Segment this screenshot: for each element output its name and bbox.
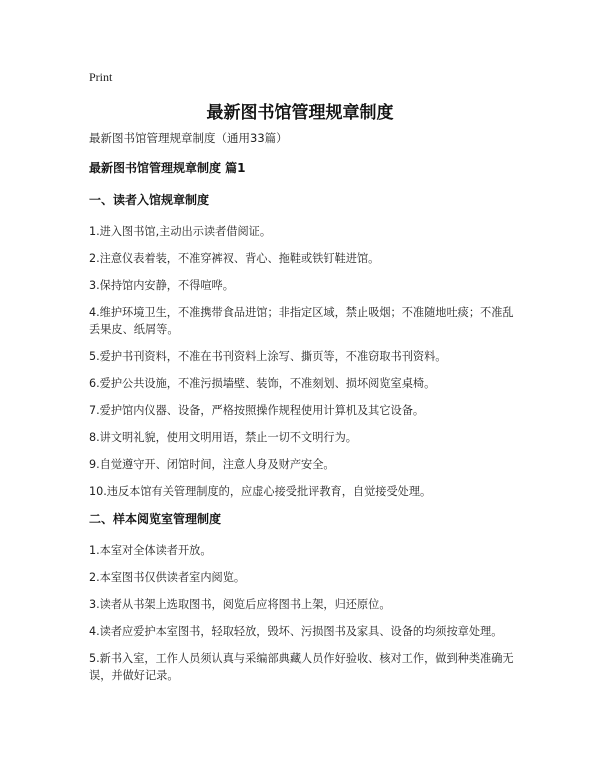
list-item: 5.新书入室，工作人员须认真与采编部典藏人员作好验收、核对工作，做到种类准确无误，并做好记录。 bbox=[89, 652, 514, 682]
list-item: 9.自觉遵守开、闭馆时间，注意人身及财产安全。 bbox=[89, 458, 335, 471]
list-item: 3.读者从书架上选取图书，阅览后应将图书上架，归还原位。 bbox=[89, 598, 391, 611]
list-item: 10.违反本馆有关管理制度的，应虚心接受批评教育，自觉接受处理。 bbox=[89, 485, 432, 498]
list-item: 5.爱护书刊资料，不准在书刊资料上涂写、撕页等，不准窃取书刊资料。 bbox=[89, 350, 447, 363]
section-heading-1: 一、读者入馆规章制度 bbox=[89, 193, 210, 207]
list-item: 1.进入图书馆,主动出示读者借阅证。 bbox=[89, 225, 272, 238]
list-item: 1.本室对全体读者开放。 bbox=[89, 544, 212, 557]
document-subtitle: 最新图书馆管理规章制度（通用33篇） bbox=[89, 131, 288, 145]
list-item: 4.维护环境卫生，不准携带食品进馆；非指定区域，禁止吸烟；不准随地吐痰；不准乱丢果皮、纸屑等。 bbox=[89, 306, 514, 336]
list-item: 6.爱护公共设施，不准污损墙壁、装饰，不准刻划、损坏阅览室桌椅。 bbox=[89, 377, 436, 390]
chapter-title: 最新图书馆管理规章制度 篇1 bbox=[89, 161, 246, 175]
print-label[interactable]: Print bbox=[89, 70, 113, 84]
document-body bbox=[89, 159, 519, 694]
list-item: 8.讲文明礼貌，使用文明用语，禁止一切不文明行为。 bbox=[89, 431, 357, 444]
page-title: 最新图书馆管理规章制度 bbox=[206, 103, 394, 123]
list-item: 2.注意仪表着装，不准穿裤衩、背心、拖鞋或铁钉鞋进馆。 bbox=[89, 252, 380, 265]
list-item: 4.读者应爱护本室图书，轻取轻放，毁坏、污损图书及家具、设备的均须按章处理。 bbox=[89, 625, 503, 638]
list-item: 7.爱护馆内仪器、设备，严格按照操作规程使用计算机及其它设备。 bbox=[89, 404, 425, 417]
list-item: 2.本室图书仅供读者室内阅览。 bbox=[89, 571, 246, 584]
list-item: 3.保持馆内安静，不得喧哗。 bbox=[89, 279, 234, 292]
section-heading-2: 二、样本阅览室管理制度 bbox=[89, 512, 222, 526]
